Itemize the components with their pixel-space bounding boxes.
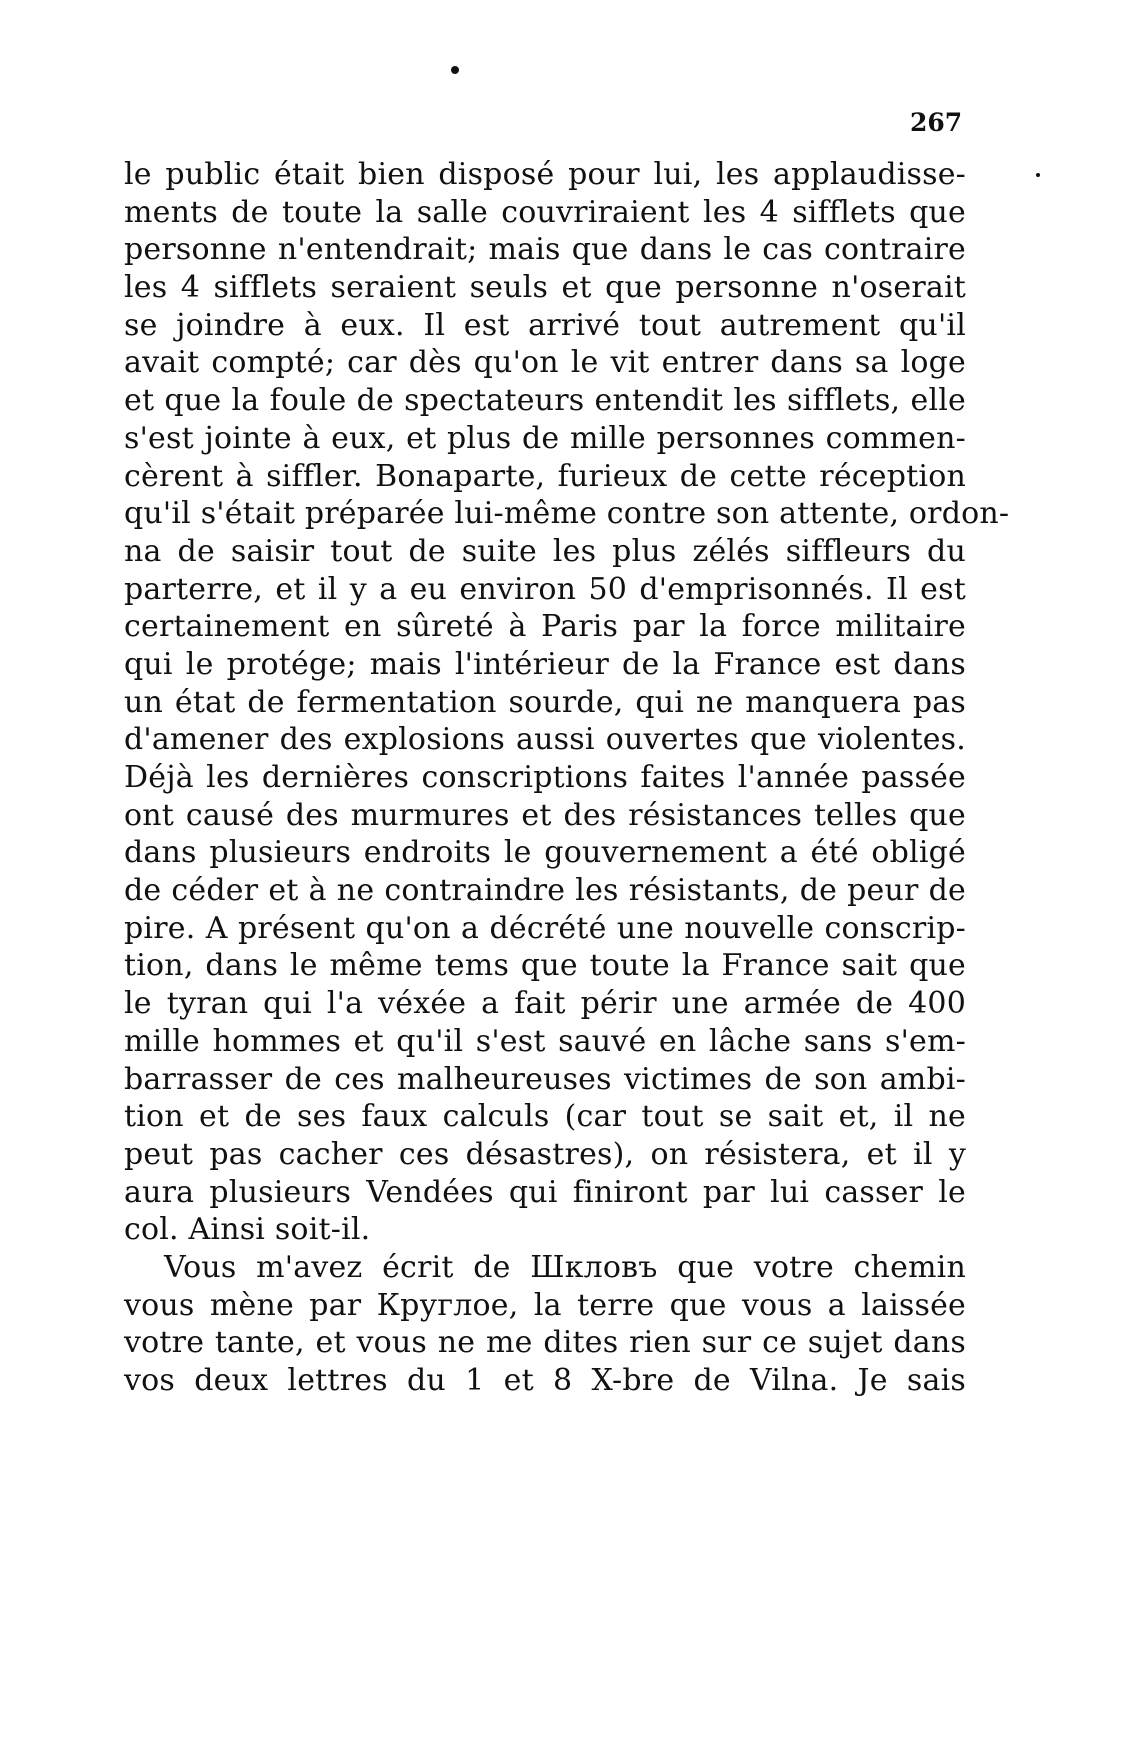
- text-line: aura plusieurs Vendées qui finiront par lui casser le: [124, 1174, 966, 1210]
- text-line: votre tante, et vous ne me dites rien sur ce sujet dans: [124, 1325, 966, 1361]
- text-line: vous mène par Круглое, la terre que vous a laissée: [124, 1287, 966, 1323]
- text-line: avait compté; car dès qu'on le vit entrer dans sa loge: [124, 345, 966, 381]
- text-line-paragraph-start: Vous m'avez écrit de Шкловъ que votre chemin: [164, 1249, 966, 1285]
- text-line: certainement en sûreté à Paris par la force militaire: [124, 609, 966, 645]
- ink-dot: [451, 66, 459, 74]
- ink-speck: [1036, 173, 1040, 177]
- text-line-paragraph-end: col. Ainsi soit-il.: [124, 1212, 371, 1248]
- text-line: de céder et à ne contraindre les résistants, de peur de: [124, 873, 966, 909]
- page-number: 267: [910, 108, 963, 137]
- text-line: qu'il s'était préparée lui-même contre son attente, ordon-: [124, 496, 1010, 532]
- text-line: dans plusieurs endroits le gouvernement a été obligé: [124, 835, 966, 871]
- text-line: barrasser de ces malheureuses victimes de son ambi-: [124, 1061, 966, 1097]
- text-line: se joindre à eux. Il est arrivé tout autrement qu'il: [124, 307, 966, 343]
- text-line: le public était bien disposé pour lui, les applaudisse-: [124, 157, 966, 192]
- body-text: [124, 156, 1010, 1400]
- text-line: le tyran qui l'a véxée a fait périr une armée de 400: [124, 986, 966, 1022]
- text-line: d'amener des explosions aussi ouvertes que violentes.: [124, 722, 966, 758]
- text-line: ments de toute la salle couvriraient les 4 sifflets que: [124, 194, 966, 230]
- text-line: tion et de ses faux calculs (car tout se sait et, il ne: [124, 1099, 966, 1135]
- text-line: mille hommes et qu'il s'est sauvé en lâche sans s'em-: [124, 1023, 966, 1059]
- text-line: na de saisir tout de suite les plus zélés siffleurs du: [124, 533, 966, 569]
- text-line: peut pas cacher ces désastres), on résistera, et il y: [124, 1136, 966, 1172]
- text-line: et que la foule de spectateurs entendit les sifflets, elle: [124, 383, 966, 419]
- text-line: les 4 sifflets seraient seuls et que personne n'oserait: [124, 270, 966, 306]
- text-line: pire. A présent qu'on a décrété une nouvelle conscrip-: [124, 910, 966, 946]
- text-line: parterre, et il y a eu environ 50 d'emprisonnés. Il est: [124, 571, 966, 607]
- text-line: personne n'entendrait; mais que dans le cas contraire: [124, 232, 966, 268]
- text-line: qui le protége; mais l'intérieur de la France est dans: [124, 646, 966, 682]
- text-line: vos deux lettres du 1 et 8 X-bre de Vilna. Je sais: [124, 1363, 966, 1398]
- text-line: un état de fermentation sourde, qui ne manquera pas: [124, 684, 966, 720]
- text-line: s'est jointe à eux, et plus de mille personnes commen-: [124, 420, 966, 456]
- text-line: ont causé des murmures et des résistances telles que: [124, 797, 966, 833]
- text-line: tion, dans le même tems que toute la France sait que: [124, 948, 966, 984]
- text-line: Déjà les dernières conscriptions faites l'année passée: [124, 760, 966, 795]
- text-line: cèrent à siffler. Bonaparte, furieux de cette réception: [124, 458, 966, 494]
